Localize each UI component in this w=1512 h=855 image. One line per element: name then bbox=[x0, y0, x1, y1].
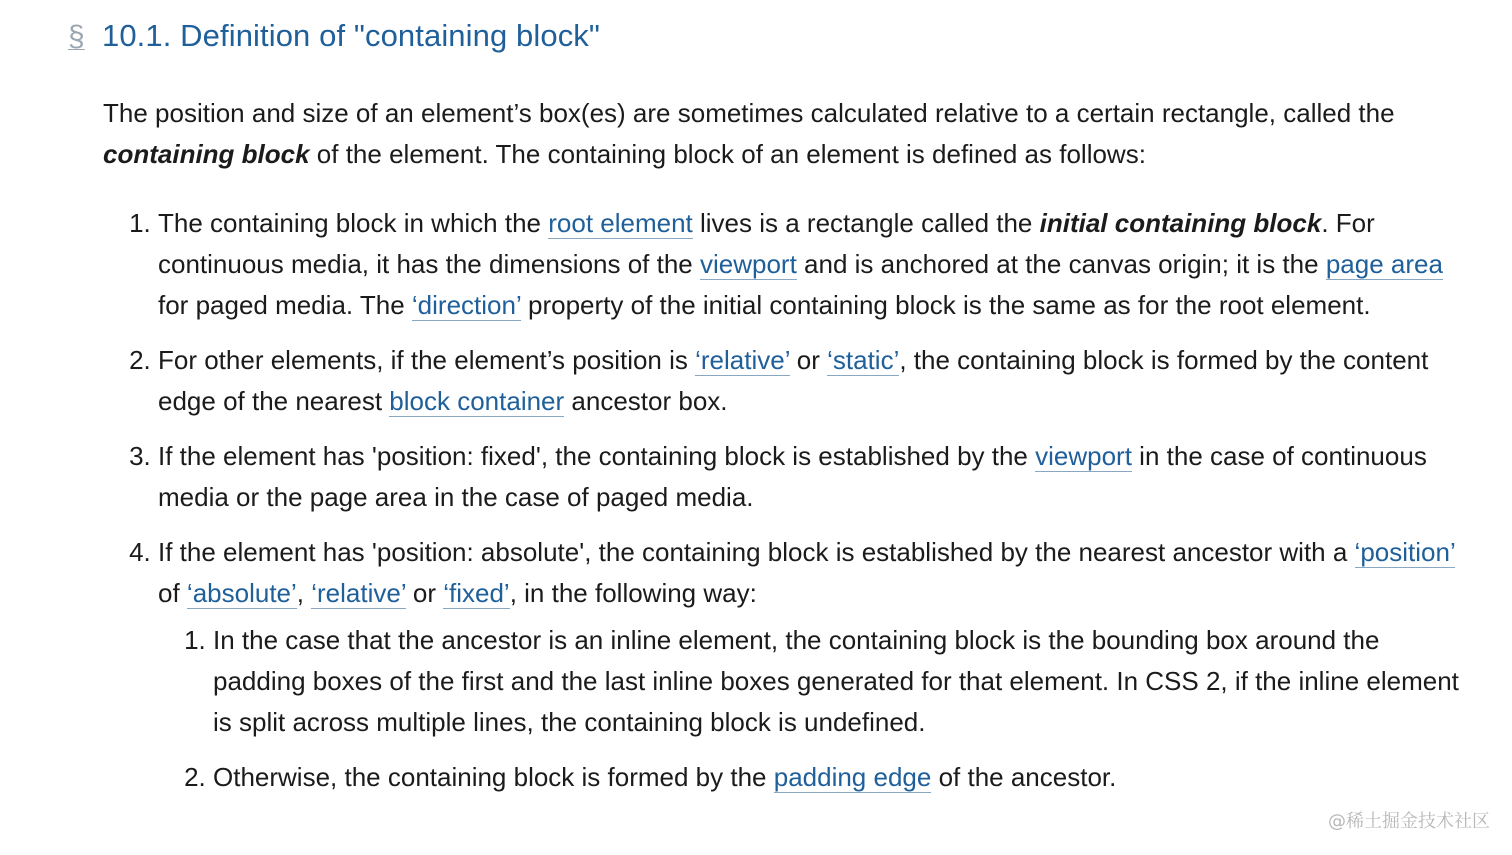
list-item bbox=[213, 757, 1478, 798]
link-absolute[interactable]: ‘absolute’ bbox=[186, 578, 297, 608]
link-page-area[interactable]: page area bbox=[1325, 249, 1443, 279]
link-block-container[interactable]: block container bbox=[389, 386, 565, 416]
section-heading bbox=[68, 18, 600, 54]
item-text: and is anchored at the canvas origin; it is the bbox=[796, 249, 1326, 279]
item-text: , the containing block is formed by the content edge of the nearest bbox=[158, 345, 1429, 416]
link-root-element[interactable]: root element bbox=[548, 208, 693, 238]
item-text: ancestor box. bbox=[564, 386, 728, 416]
item-text: property of the initial containing block is the same as for the root element. bbox=[520, 290, 1371, 320]
item-text: If the element has 'position: fixed', the containing block is established by the bbox=[158, 441, 1036, 471]
section-anchor-link[interactable]: § bbox=[68, 20, 85, 53]
intro-text: of the element. The containing block of an element is defined as follows: bbox=[309, 139, 1146, 169]
item-text: of the ancestor. bbox=[931, 762, 1117, 792]
link-padding-edge[interactable]: padding edge bbox=[773, 762, 932, 792]
nested-list bbox=[158, 620, 1478, 798]
item-text: or bbox=[405, 578, 444, 608]
link-fixed[interactable]: ‘fixed’ bbox=[443, 578, 510, 608]
item-text: for paged media. The bbox=[158, 290, 412, 320]
definition-list bbox=[158, 203, 1478, 812]
item-text: lives is a rectangle called the bbox=[692, 208, 1040, 238]
section-title: 10.1. Definition of "containing block" bbox=[102, 18, 600, 53]
link-viewport[interactable]: viewport bbox=[1035, 441, 1132, 471]
item-text: The containing block in which the bbox=[158, 208, 549, 238]
link-relative[interactable]: ‘relative’ bbox=[695, 345, 790, 375]
list-item bbox=[213, 620, 1478, 743]
link-static[interactable]: ‘static’ bbox=[827, 345, 900, 375]
item-text: , in the following way: bbox=[509, 578, 757, 608]
item-text: or bbox=[789, 345, 828, 375]
item-text: For other elements, if the element’s position is bbox=[158, 345, 696, 375]
list-item bbox=[158, 436, 1478, 518]
watermark: @稀土掘金技术社区 bbox=[1328, 811, 1490, 832]
item-text: Otherwise, the containing block is formed by the bbox=[213, 762, 774, 792]
list-item bbox=[158, 203, 1478, 326]
item-text: , bbox=[296, 578, 312, 608]
link-direction[interactable]: ‘direction’ bbox=[411, 290, 521, 320]
intro-text: The position and size of an element’s box(es) are sometimes calculated relative to a certain rectangle, called the bbox=[103, 98, 1395, 128]
item-text: In the case that the ancestor is an inline element, the containing block is the bounding box around the padding boxes of the first and the last inline boxes generated for that element. In CSS 2, if the inline element is split across multiple lines, the containing block is undefined. bbox=[213, 625, 1459, 737]
link-relative[interactable]: ‘relative’ bbox=[311, 578, 406, 608]
item-text: . For continuous media, it has the dimensions of the bbox=[158, 208, 1375, 279]
item-text: in the case of continuous media or the page area in the case of paged media. bbox=[158, 441, 1427, 512]
item-text: If the element has 'position: absolute', the containing block is established by the nearest ancestor with a bbox=[158, 537, 1355, 567]
term-initial-containing-block: initial containing block bbox=[1039, 208, 1322, 238]
list-item bbox=[158, 340, 1478, 422]
list-item bbox=[158, 532, 1478, 798]
term-containing-block: containing block bbox=[103, 139, 310, 169]
link-viewport[interactable]: viewport bbox=[700, 249, 797, 279]
intro-paragraph bbox=[103, 93, 1473, 175]
item-text: of bbox=[158, 578, 187, 608]
link-position[interactable]: ‘position’ bbox=[1354, 537, 1455, 567]
